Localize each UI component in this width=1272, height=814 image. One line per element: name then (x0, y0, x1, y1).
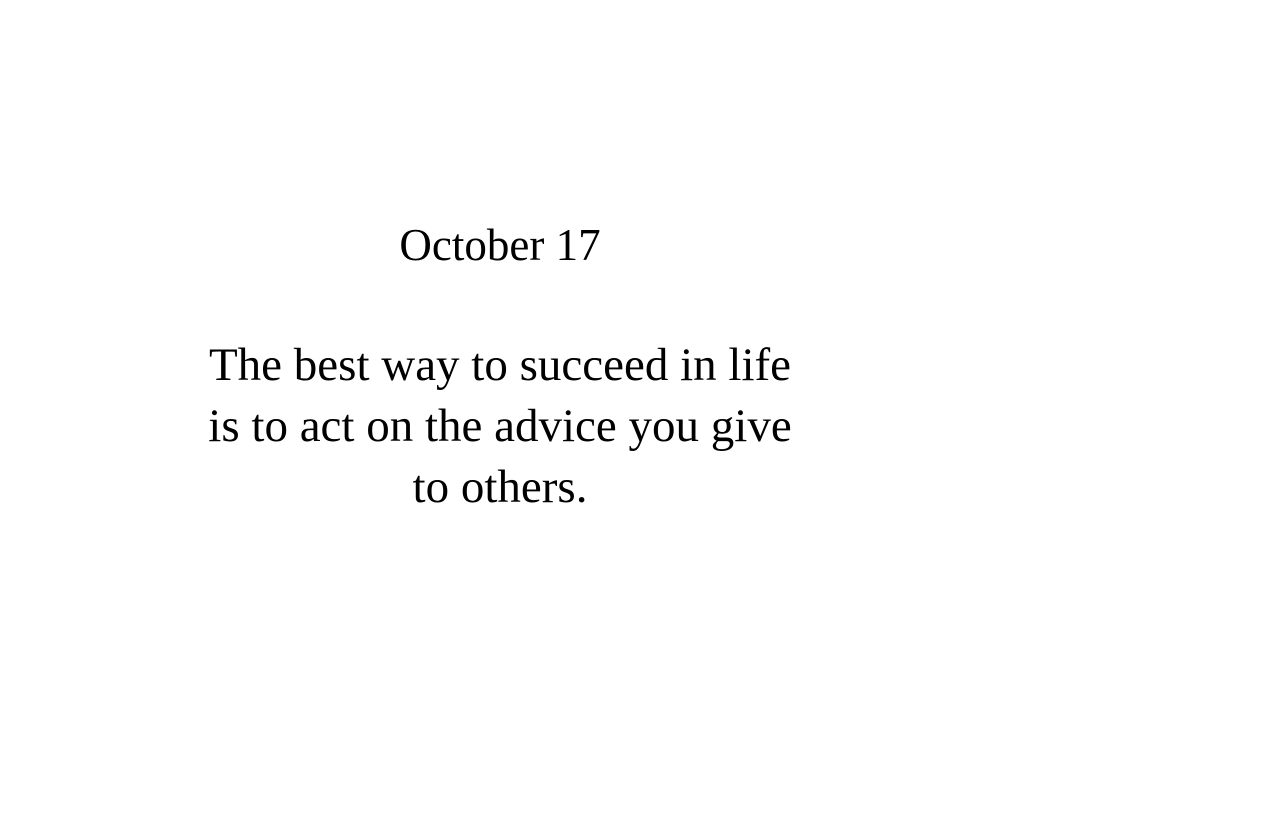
quote-text (0, 335, 1000, 518)
quote-line: to others. (412, 461, 588, 513)
quote-line: The best way to succeed in life (208, 339, 792, 391)
quote-line: is to act on the advice you give (208, 400, 792, 452)
card-date: October 17 (399, 220, 601, 270)
